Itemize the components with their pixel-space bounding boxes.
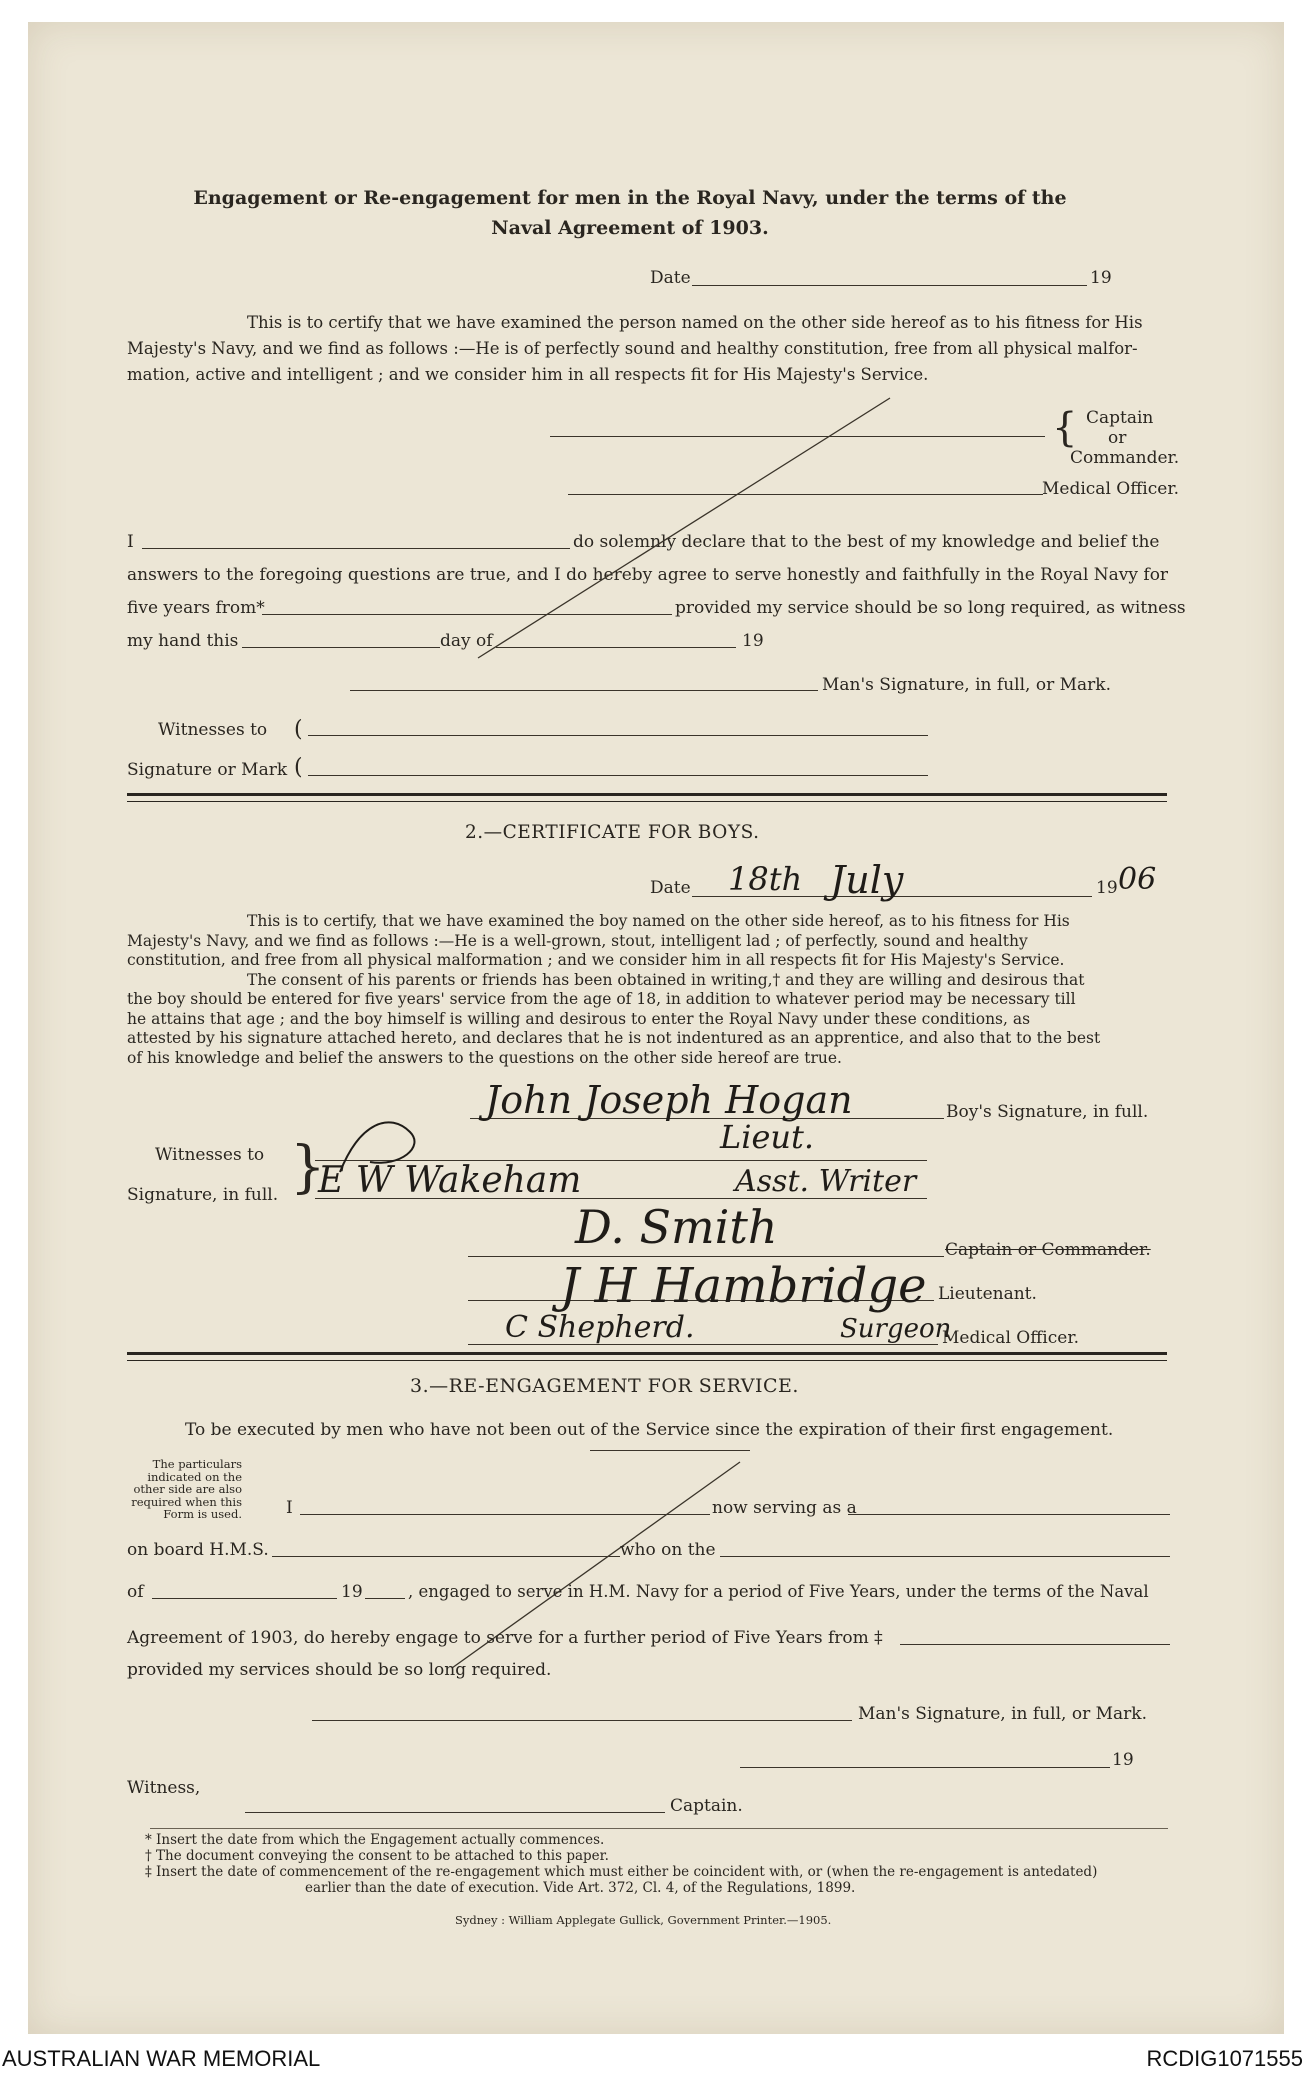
rating-line[interactable] — [848, 1514, 1170, 1515]
section3-subheading: To be executed by men who have not been out of the Service since the expiration of their first engagement. — [185, 1420, 1114, 1440]
provided-text: provided my services should be so long required. — [127, 1660, 552, 1680]
reeng-i: I — [286, 1498, 293, 1518]
witnesses-to-label: Witnesses to — [158, 720, 268, 740]
handwritten-medical-officer: C Shepherd. — [505, 1310, 695, 1345]
reeng-captain-line[interactable] — [245, 1812, 665, 1813]
paren-symbol: ( — [294, 717, 303, 742]
year-19-label: 19 — [341, 1582, 363, 1602]
now-serving-label: now serving as a — [712, 1498, 857, 1518]
boys-para1-line3: constitution, and free from all physical malformation ; and we consider him in all respects fit for His Majesty's Service. — [127, 951, 1065, 969]
handwritten-lieutenant: J H Hambridge — [560, 1258, 927, 1314]
margin-note: The particulars indicated on the other side are also required when this Form is used. — [131, 1457, 242, 1521]
footnote-divider — [150, 1828, 1168, 1829]
medical-officer-label-2: Medical Officer. — [942, 1328, 1079, 1348]
witnesses-to-label-2: Witnesses to — [155, 1145, 265, 1165]
boys-para2-line2: the boy should be entered for five years' service from the age of 18, in addition to whatever period may be necessary till — [127, 990, 1076, 1008]
footnote-1: * Insert the date from which the Engagement actually commences. — [145, 1832, 605, 1848]
boys-para2-line5: of his knowledge and belief the answers to the questions on the other side hereof are true. — [127, 1048, 842, 1067]
boys-para1-line2: Majesty's Navy, and we find as follows :—He is a well-grown, stout, intelligent lad ; of perfectly, sound and healthy — [127, 931, 1028, 950]
boys-para1-line1: This is to certify, that we have examined the boy named on the other side hereof, as to his fitness for His — [247, 912, 1070, 930]
medical-officer-label: Medical Officer. — [1042, 479, 1179, 499]
caption-left: AUSTRALIAN WAR MEMORIAL — [2, 2046, 321, 2071]
reeng-name-line[interactable] — [300, 1514, 710, 1515]
agreement-text: Agreement of 1903, do hereby engage to serve for a further period of Five Years from ‡ — [127, 1628, 883, 1648]
boys-para2-line4: attested by his signature attached hereto, and declares that he is not indentured as an apprentice, and also that to the best — [127, 1029, 1101, 1047]
witness-label: Witness, — [127, 1778, 201, 1798]
captain-or-commander-label: Captain or Commander. — [945, 1240, 1151, 1260]
section-divider — [127, 1352, 1167, 1361]
lieutenant-label: Lieutenant. — [938, 1284, 1037, 1304]
footnote-3b: earlier than the date of execution. Vide Art. 372, Cl. 4, of the Regulations, 1899. — [305, 1880, 856, 1896]
handwritten-boys-signature: John Joseph Hogan — [485, 1078, 853, 1122]
footnote-3: ‡ Insert the date of commencement of the re-engagement which must either be coincident with, or (when the re-engagement is antedated) — [145, 1864, 1098, 1880]
signature-in-full-label: Signature, in full. — [127, 1185, 279, 1205]
who-on-the-label: who on the — [620, 1540, 716, 1560]
boys-para2-line1: The consent of his parents or friends has been obtained in writing,† and they are willing and desirous that — [247, 970, 1085, 989]
footnote-2: † The document conveying the consent to be attached to this paper. — [145, 1848, 609, 1864]
form-title-line2: Naval Agreement of 1903. — [491, 217, 769, 239]
commander-label: Commander. — [1070, 448, 1180, 468]
from-date-line[interactable] — [900, 1644, 1170, 1645]
cert-line1: This is to certify that we have examined the person named on the other side hereof as to his fitness for His — [247, 313, 1143, 332]
caption-right: RCDIG1071555 — [1146, 2046, 1303, 2071]
section3-heading: 3.—RE-ENGAGEMENT FOR SERVICE. — [410, 1375, 799, 1397]
or-label: or — [1108, 428, 1127, 448]
paren-symbol: ( — [294, 755, 303, 780]
decl-line2: answers to the foregoing questions are true, and I do hereby agree to serve honestly and faithfully in the Royal Navy for — [127, 565, 1169, 585]
handwritten-date-day: 18th — [728, 860, 803, 898]
printer-imprint: Sydney : William Applegate Gullick, Government Printer.—1905. — [455, 1913, 832, 1927]
reeng-captain-label: Captain. — [670, 1796, 743, 1816]
handwritten-lieut: Lieut. — [720, 1118, 815, 1156]
mans-signature-label: Man's Signature, in full, or Mark. — [822, 675, 1111, 695]
cancel-stroke-section1 — [478, 398, 890, 658]
handwritten-captain: D. Smith — [575, 1200, 778, 1254]
year-prefix: 19 — [1090, 268, 1112, 288]
handwritten-year: 06 — [1118, 862, 1157, 897]
section2-year-prefix: 19 — [1096, 878, 1118, 898]
decl-line3a: five years from* — [127, 598, 265, 618]
short-divider — [590, 1450, 750, 1451]
reeng-year-prefix: 19 — [1112, 1750, 1134, 1770]
decl-line1-end: do solemnly declare that to the best of my knowledge and belief the — [573, 532, 1160, 552]
engaged-text: , engaged to serve in H.M. Navy for a period of Five Years, under the terms of the Naval — [408, 1582, 1149, 1601]
brace-symbol: { — [1052, 405, 1078, 451]
of-line[interactable] — [152, 1598, 337, 1599]
of-label: of — [127, 1582, 144, 1602]
boys-signature-label: Boy's Signature, in full. — [946, 1102, 1149, 1122]
form-title-line1: Engagement or Re-engagement for men in the Royal Navy, under the terms of the — [193, 187, 1067, 209]
brace-symbol: } — [290, 1135, 326, 1200]
decl-line4a: my hand this — [127, 631, 239, 651]
handwritten-writer: Asst. Writer — [735, 1164, 917, 1199]
captain-commander-line[interactable] — [468, 1256, 944, 1257]
signature-or-mark-label: Signature or Mark — [127, 760, 288, 780]
cert-line2: Majesty's Navy, and we find as follows :—He is of perfectly sound and healthy constitution, free from all physical malfor- — [127, 339, 1138, 358]
year-line[interactable] — [365, 1598, 405, 1599]
cert-line3: mation, active and intelligent ; and we consider him in all respects fit for His Majesty's Service. — [127, 365, 929, 384]
who-on-the-line[interactable] — [720, 1556, 1170, 1557]
captain-label: Captain — [1086, 408, 1154, 428]
decl-line3b: provided my service should be so long required, as witness — [675, 598, 1186, 618]
boys-para2-line3: he attains that age ; and the boy himself is willing and desirous to enter the Royal Navy under these conditions, as — [127, 1009, 1031, 1028]
on-board-label: on board H.M.S. — [127, 1540, 269, 1560]
decl-line4b: day of — [440, 631, 493, 651]
decl-line4c: 19 — [742, 631, 764, 651]
date-label: Date — [650, 268, 691, 288]
ship-name-line[interactable] — [272, 1556, 620, 1557]
reeng-mans-signature-label: Man's Signature, in full, or Mark. — [858, 1704, 1147, 1724]
handwritten-witness2: E W Wakeham — [318, 1160, 582, 1201]
reeng-date-line[interactable] — [740, 1767, 1110, 1768]
handwritten-surgeon: Surgeon — [840, 1314, 952, 1344]
section2-date-label: Date — [650, 878, 691, 898]
decl-i: I — [127, 532, 134, 552]
handwritten-date-month: July — [830, 858, 904, 902]
reeng-mans-signature-line[interactable] — [312, 1720, 852, 1721]
section2-heading: 2.—CERTIFICATE FOR BOYS. — [465, 822, 760, 843]
